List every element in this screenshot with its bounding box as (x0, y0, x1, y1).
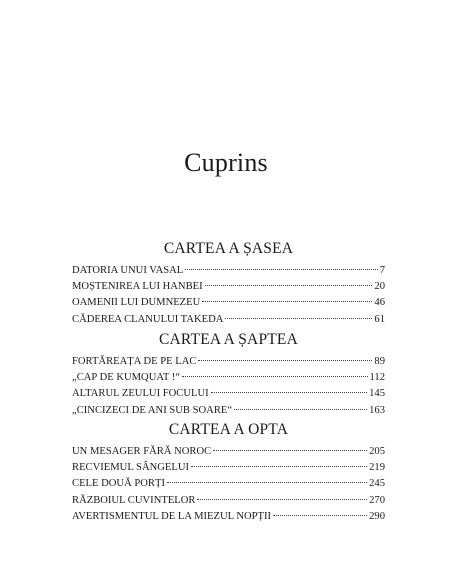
toc-entry[interactable] (72, 493, 385, 509)
toc-entry[interactable] (72, 444, 385, 460)
section-heading: CARTEA A OPTA (168, 421, 289, 438)
dot-leader (182, 376, 368, 377)
dot-leader (234, 409, 367, 410)
toc-entry[interactable] (72, 403, 385, 419)
toc-entry-page: 290 (369, 510, 385, 522)
toc-entry-label: UN MESAGER FĂRĂ NOROC (72, 446, 212, 457)
dot-leader (225, 318, 372, 319)
toc-entry-label: ALTARUL ZEULUI FOCULUI (72, 388, 209, 400)
toc-entry[interactable] (72, 476, 385, 492)
toc-entry-label: RĂZBOIUL CUVINTELOR (72, 494, 196, 506)
section-heading: CARTEA A ȘAPTEA (158, 331, 298, 348)
toc-entry-page: 7 (379, 265, 385, 276)
toc-entry-page: 20 (374, 281, 385, 293)
dot-leader (213, 450, 367, 451)
toc-entry-label: „CINCIZECI DE ANI SUB SOARE“ (72, 404, 233, 416)
toc-entry-page: 219 (369, 462, 385, 474)
dot-leader (185, 269, 377, 270)
toc-entry-page: 245 (369, 478, 385, 490)
toc-entry[interactable] (72, 509, 385, 525)
toc-entry[interactable] (72, 279, 385, 295)
toc-entry[interactable] (72, 386, 385, 402)
toc-entry-page: 163 (369, 404, 385, 416)
dot-leader (198, 360, 372, 361)
toc-entry-label: „CAP DE KUMQUAT !“ (72, 372, 180, 384)
toc-entry-label: FORTĂREAȚA DE PE LAC (72, 356, 197, 367)
dot-leader (191, 466, 367, 467)
toc-entry[interactable] (72, 263, 385, 279)
toc-entry-page: 46 (374, 297, 385, 309)
toc-entry[interactable] (72, 460, 385, 476)
dot-leader (211, 392, 367, 393)
toc-entry[interactable] (72, 370, 385, 386)
toc-entry-label: DATORIA UNUI VASAL (72, 265, 184, 276)
section-cartea-a-opta (72, 419, 385, 525)
toc-entry-label: CĂDEREA CLANULUI TAKEDA (72, 313, 224, 325)
dot-leader (202, 301, 372, 302)
toc-entry-label: CELE DOUĂ PORȚI (72, 478, 165, 490)
toc-entry-label: MOȘTENIREA LUI HANBEI (72, 281, 203, 293)
toc-entry-page: 205 (369, 446, 385, 457)
dot-leader (273, 515, 367, 516)
section-heading: CARTEA A ȘASEA (163, 240, 294, 257)
section-cartea-a-sasea (72, 238, 385, 328)
toc-entry-label: AVERTISMENTUL DE LA MIEZUL NOPȚII (72, 510, 272, 522)
toc-entry-page: 270 (369, 494, 385, 506)
page-title: Cuprins (184, 148, 268, 177)
toc-entry-page: 89 (374, 356, 385, 367)
toc-entry[interactable] (72, 354, 385, 370)
dot-leader (205, 285, 373, 286)
toc-entry-page: 61 (374, 313, 385, 325)
toc-entry-label: RECVIEMUL SÂNGELUI (72, 462, 190, 474)
dot-leader (167, 482, 367, 483)
toc-entry-page: 112 (369, 372, 385, 384)
dot-leader (197, 499, 367, 500)
toc-entry[interactable] (72, 312, 385, 328)
toc-entry[interactable] (72, 295, 385, 311)
section-cartea-a-saptea (72, 329, 385, 419)
toc-entry-label: OAMENII LUI DUMNEZEU (72, 297, 201, 309)
toc-entry-page: 145 (369, 388, 385, 400)
